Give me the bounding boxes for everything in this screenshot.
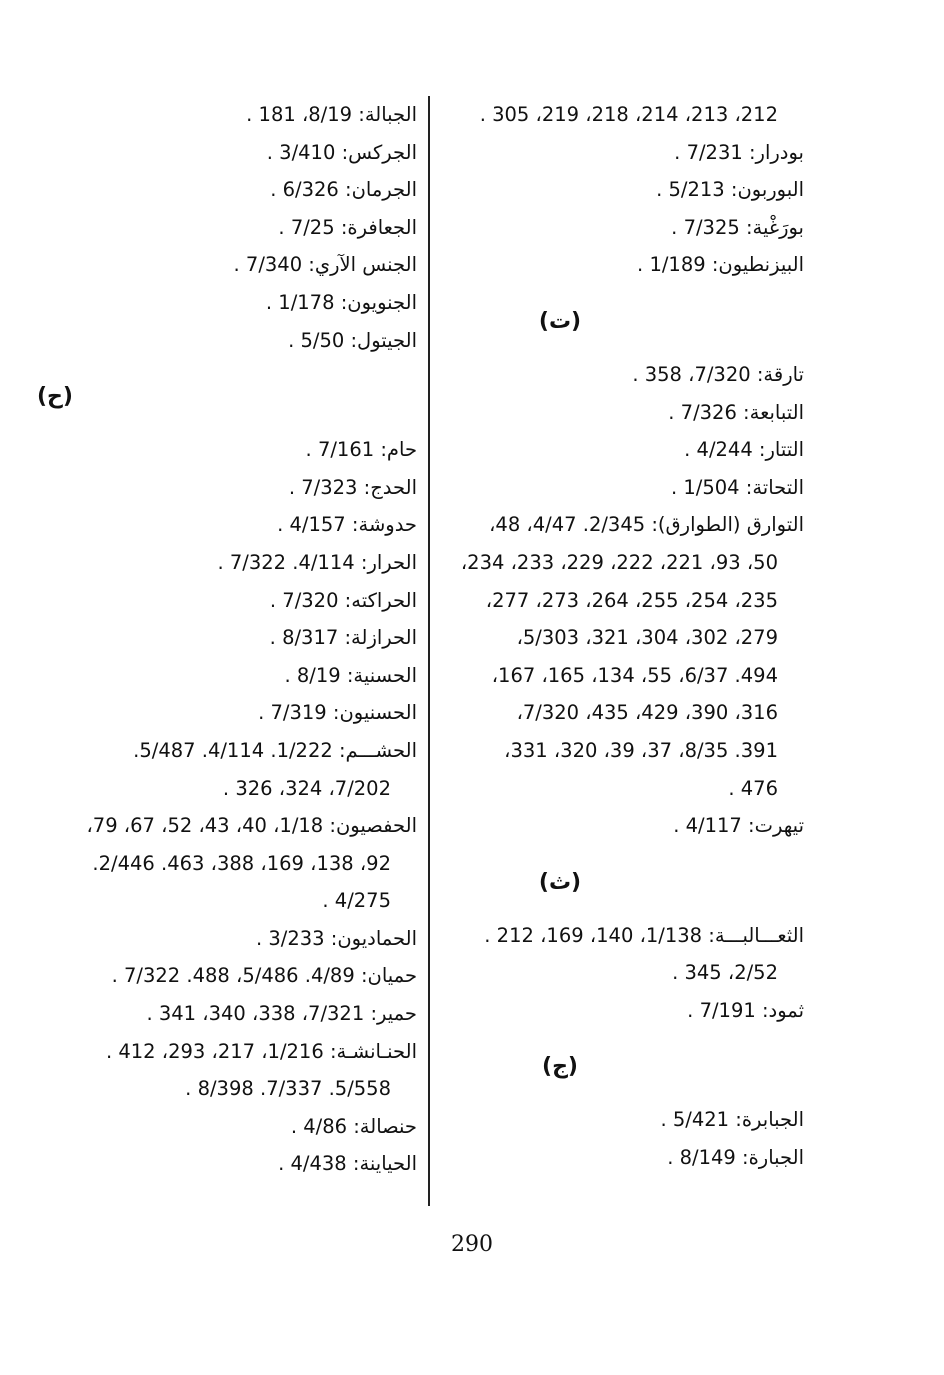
index-entry: تيهرت: 4/117 . bbox=[673, 814, 804, 838]
index-entry: الحسنيون: 7/319 . bbox=[258, 701, 417, 725]
index-entry: الجنويون: 1/178 . bbox=[265, 290, 417, 314]
index-entry: الحماديون: 3/233 . bbox=[255, 926, 417, 950]
index-entry-continuation: 235، 254، 255، 264، 273، 277، bbox=[485, 588, 778, 612]
index-entry: التتار: 4/244 . bbox=[684, 438, 804, 462]
index-column-right bbox=[436, 96, 804, 1177]
index-entry-continuation: 7/202، 324، 326 . bbox=[222, 776, 391, 800]
index-entry-continuation: 5/558. 7/337. 8/398 . bbox=[185, 1077, 391, 1101]
index-column-left bbox=[37, 96, 417, 1183]
index-entry: الحنـانشـة: 1/216، 217، 293، 412 . bbox=[105, 1039, 417, 1063]
index-entry: التحاتة: 1/504 . bbox=[670, 475, 804, 499]
index-entry: الجبارة: 8/149 . bbox=[667, 1146, 804, 1170]
index-entry: الحرار: 4/114. 7/322 . bbox=[217, 550, 417, 574]
index-entry: الجعافرة: 7/25 . bbox=[278, 215, 417, 239]
index-entry: الحدج: 7/323 . bbox=[288, 475, 417, 499]
index-entry: حدوشة: 4/157 . bbox=[277, 513, 417, 537]
section-letter-heading: (ح) bbox=[37, 384, 73, 410]
index-entry: بورَغْية: 7/325 . bbox=[671, 215, 804, 239]
index-entry: حمير: 7/321، 338، 340، 341 . bbox=[146, 1002, 417, 1026]
section-letter-heading: (ت) bbox=[538, 308, 582, 334]
index-entry: حنصالة: 4/86 . bbox=[290, 1114, 417, 1138]
index-entry: الجركس: 3/410 . bbox=[266, 140, 417, 164]
index-entry: الحشـــم: 1/222. 4/114. 5/487. bbox=[133, 738, 417, 762]
index-entry: الحسنية: 8/19 . bbox=[284, 663, 417, 687]
index-entry: حام: 7/161 . bbox=[305, 438, 417, 462]
section-letter-heading: (ث) bbox=[538, 869, 582, 895]
index-entry: ثمود: 7/191 . bbox=[687, 998, 804, 1022]
section-letter-heading: (ج) bbox=[542, 1054, 578, 1080]
index-entry: البيزنطيون: 1/189 . bbox=[637, 253, 804, 277]
index-entry-continuation: 316، 390، 429، 435، 7/320، bbox=[516, 701, 778, 725]
column-divider bbox=[428, 96, 430, 1206]
index-entry: الحرازلة: 8/317 . bbox=[269, 626, 417, 650]
index-entry: الجبابرة: 5/421 . bbox=[660, 1108, 804, 1132]
index-entry: حميان: 4/89. 5/486، 488. 7/322 . bbox=[111, 964, 417, 988]
index-entry: الحفصيون: 1/18، 40، 43، 52، 67، 79، bbox=[86, 814, 417, 838]
index-entry: التوارق (الطوارق): 2/345. 4/47، 48، bbox=[489, 513, 804, 537]
index-entry-continuation: 476 . bbox=[728, 776, 778, 800]
index-entry-continuation: 92، 138، 169، 388، 463. 2/446. bbox=[92, 851, 391, 875]
index-entry-continuation: 212، 213، 214، 218، 219، 305 . bbox=[479, 103, 778, 126]
index-entry: الجيتول: 5/50 . bbox=[288, 328, 417, 352]
index-entry: الحياينة: 4/438 . bbox=[278, 1152, 417, 1176]
index-entry-continuation: 391. 8/35، 37، 39، 320، 331، bbox=[504, 738, 778, 762]
index-entry: التبابعة: 7/326 . bbox=[668, 400, 804, 424]
page-number: 290 bbox=[451, 1232, 493, 1257]
index-entry-continuation: 279، 302، 304، 321، 5/303، bbox=[516, 626, 778, 650]
index-entry-continuation: 4/275 . bbox=[322, 889, 391, 913]
index-entry: الجنس الآري: 7/340 . bbox=[233, 253, 417, 277]
index-entry: الجبالة: 8/19، 181 . bbox=[246, 103, 417, 126]
index-entry: تارقة: 7/320، 358 . bbox=[632, 362, 804, 386]
index-entry-continuation: 50، 93، 221، 222، 229، 233، 234، bbox=[460, 550, 778, 574]
index-entry: الجرمان: 6/326 . bbox=[270, 178, 417, 202]
index-entry: بودرار: 7/231 . bbox=[674, 140, 804, 164]
index-entry: الحراكته: 7/320 . bbox=[269, 588, 417, 612]
index-entry-continuation: 2/52، 345 . bbox=[672, 961, 778, 985]
index-entry: البوربون: 5/213 . bbox=[656, 178, 804, 202]
index-entry-continuation: 494. 6/37، 55، 134، 165، 167، bbox=[491, 663, 778, 687]
index-entry: الثعـــالبـــة: 1/138، 140، 169، 212 . bbox=[484, 923, 804, 947]
